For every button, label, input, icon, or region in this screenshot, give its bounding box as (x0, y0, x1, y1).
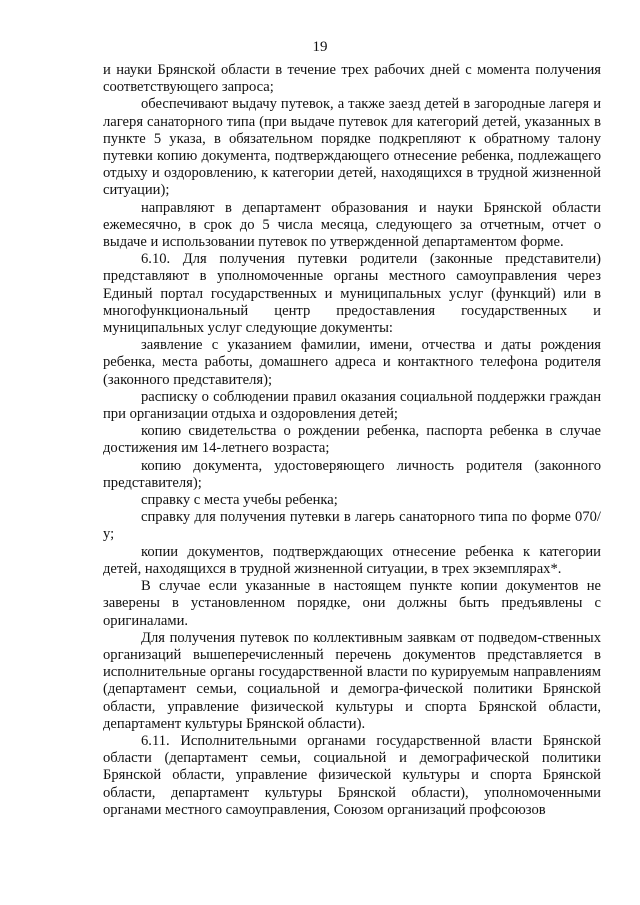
paragraph: копию документа, удостоверяющего личность родителя (законного представителя); (103, 457, 601, 491)
paragraph: 6.10. Для получения путевки родители (законные представители) представляют в уполномоченные органы местного самоуправления через Единый портал государственных и муниципальных услуг (функций) или в многофункциональный центр предоставления государственных и муниципальных услуг следующие документы: (103, 251, 601, 337)
paragraph: копии документов, подтверждающих отнесение ребенка к категории детей, находящихся в трудной жизненной ситуации, в трех экземплярах*. (103, 543, 601, 577)
paragraph: обеспечивают выдачу путевок, а также заезд детей в загородные лагеря и лагеря санаторного типа (при выдаче путевок для категорий детей, указанных в пункте 5 указа, в обязательном порядке подкрепляют к обратному талону путевки копию документа, подтверждающего отнесение ребенка, подлежащего отдыху и оздоровлению, к категории детей, находящихся в трудной жизненной ситуации); (103, 96, 601, 199)
paragraph: направляют в департамент образования и науки Брянской области ежемесячно, в срок до 5 числа месяца, следующего за отчетным, отчет о выдаче и использовании путевок по утвержденной департаментом форме. (103, 199, 601, 251)
page-number: 19 (312, 39, 328, 55)
paragraph: заявление с указанием фамилии, имени, отчества и даты рождения ребенка, места работы, домашнего адреса и контактного телефона родителя (законного представителя); (103, 337, 601, 388)
paragraph: копию свидетельства о рождении ребенка, паспорта ребенка в случае достижения им 14-летнего возраста; (103, 423, 601, 457)
paragraph: и науки Брянской области в течение трех рабочих дней с момента получения соответствующего запроса; (103, 62, 601, 96)
paragraph: 6.11. Исполнительными органами государственной власти Брянской области (департамент семьи, социальной и демографической политики Брянской области, управление физической культуры и спорта Брянской области, департамент культуры Брянской области), уполномоченными органами местного самоуправления, Союзом организаций профсоюзов (103, 732, 601, 818)
paragraph: расписку о соблюдении правил оказания социальной поддержки граждан при организации отдыха и оздоровления детей; (103, 388, 601, 423)
document-body (103, 62, 601, 819)
paragraph: В случае если указанные в настоящем пункте копии документов не заверены в установленном порядке, они должны быть предъявлены с оригиналами. (103, 578, 601, 629)
paragraph: Для получения путевок по коллективным заявкам от подведом-ственных организаций вышеперечисленный перечень документов представляется в исполнительные органы государственной власти по курируемым направлениям (департамент семьи, социальной и демогра-фической политики Брянской области, управление физической культуры и спорта Брянской области, департамент культуры Брянской области). (103, 629, 601, 732)
paragraph: справку с места учебы ребенка; (141, 492, 338, 509)
paragraph: справку для получения путевки в лагерь санаторного типа по форме 070/у; (103, 509, 601, 543)
